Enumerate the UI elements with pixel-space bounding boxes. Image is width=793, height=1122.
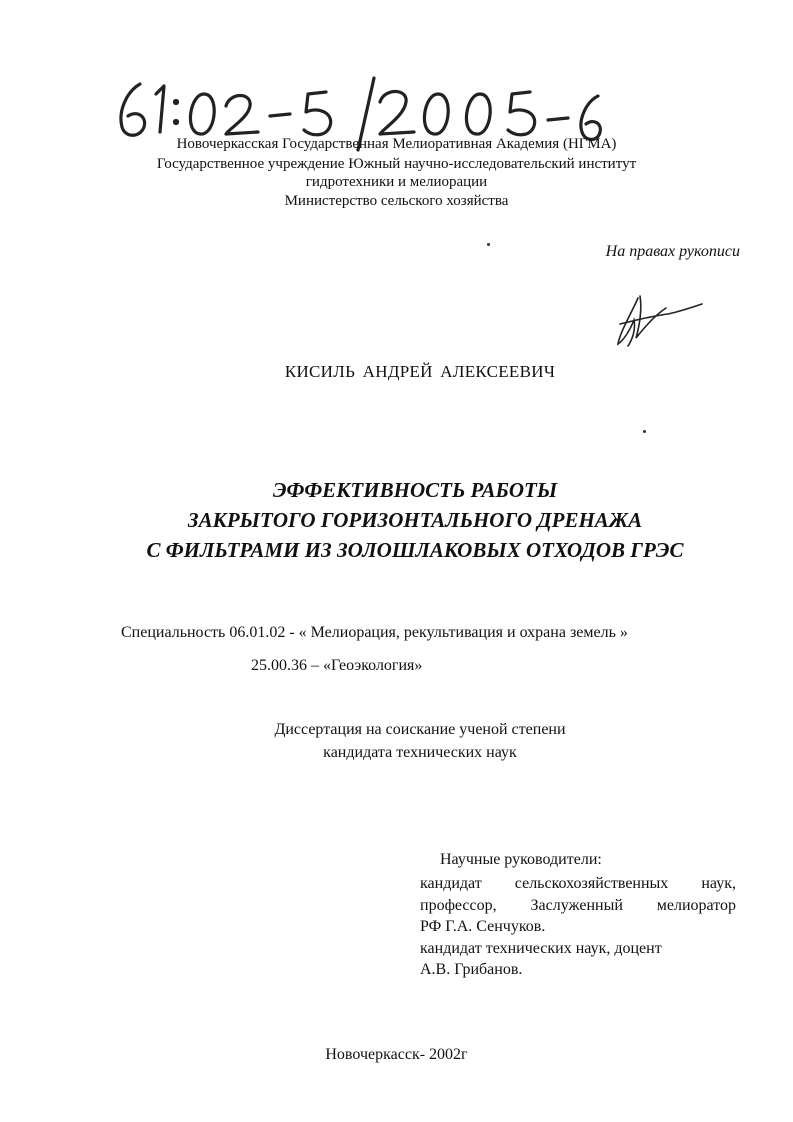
signature [606, 290, 706, 350]
supervisor-line: А.В. Грибанов. [420, 961, 523, 978]
title-line-2: ЗАКРЫТОГО ГОРИЗОНТАЛЬНОГО ДРЕНАЖА [187, 508, 643, 532]
supervisor-line: кандидат технических наук, доцент [420, 939, 662, 957]
manuscript-rights: На правах рукописи [605, 243, 740, 260]
supervisor-line: профессор, Заслуженный мелиоратор [420, 896, 736, 914]
org-line-institute-cont: гидротехники и мелиорации [305, 174, 488, 190]
supervisor-line: кандидат сельскохозяйственных наук, [420, 875, 736, 892]
dissertation-line-1: Диссертация на соискание ученой степени [274, 721, 566, 738]
dissertation-line-2: кандидата технических наук [323, 744, 517, 761]
scan-speck [643, 430, 646, 433]
supervisor-line: РФ Г.А. Сенчуков. [420, 918, 546, 935]
title-line-1: ЭФФЕКТИВНОСТЬ РАБОТЫ [272, 478, 558, 502]
org-line-academy: Новочеркасская Государственная Мелиоративная Академия (НГМА) [176, 136, 617, 152]
org-line-institute: Государственное учреждение Южный научно-исследовательский институт [156, 156, 637, 172]
author-name: КИСИЛЬ АНДРЕЙ АЛЕКСЕЕВИЧ [284, 362, 556, 381]
scan-speck [487, 243, 490, 246]
city-year: Новочеркасск- 2002г [325, 1046, 468, 1063]
supervisors-list [420, 873, 736, 981]
signature-drawing [606, 290, 706, 350]
supervisors-heading: Научные руководители: [440, 851, 602, 868]
specialty-line-1: Специальность 06.01.02 - « Мелиорация, рекультивация и охрана земель » [121, 624, 628, 641]
title-line-3: С ФИЛЬТРАМИ ИЗ ЗОЛОШЛАКОВЫХ ОТХОДОВ ГРЭС [146, 538, 684, 562]
specialty-line-2: 25.00.36 – «Геоэкология» [251, 657, 423, 674]
org-line-ministry: Министерство сельского хозяйства [284, 193, 509, 209]
